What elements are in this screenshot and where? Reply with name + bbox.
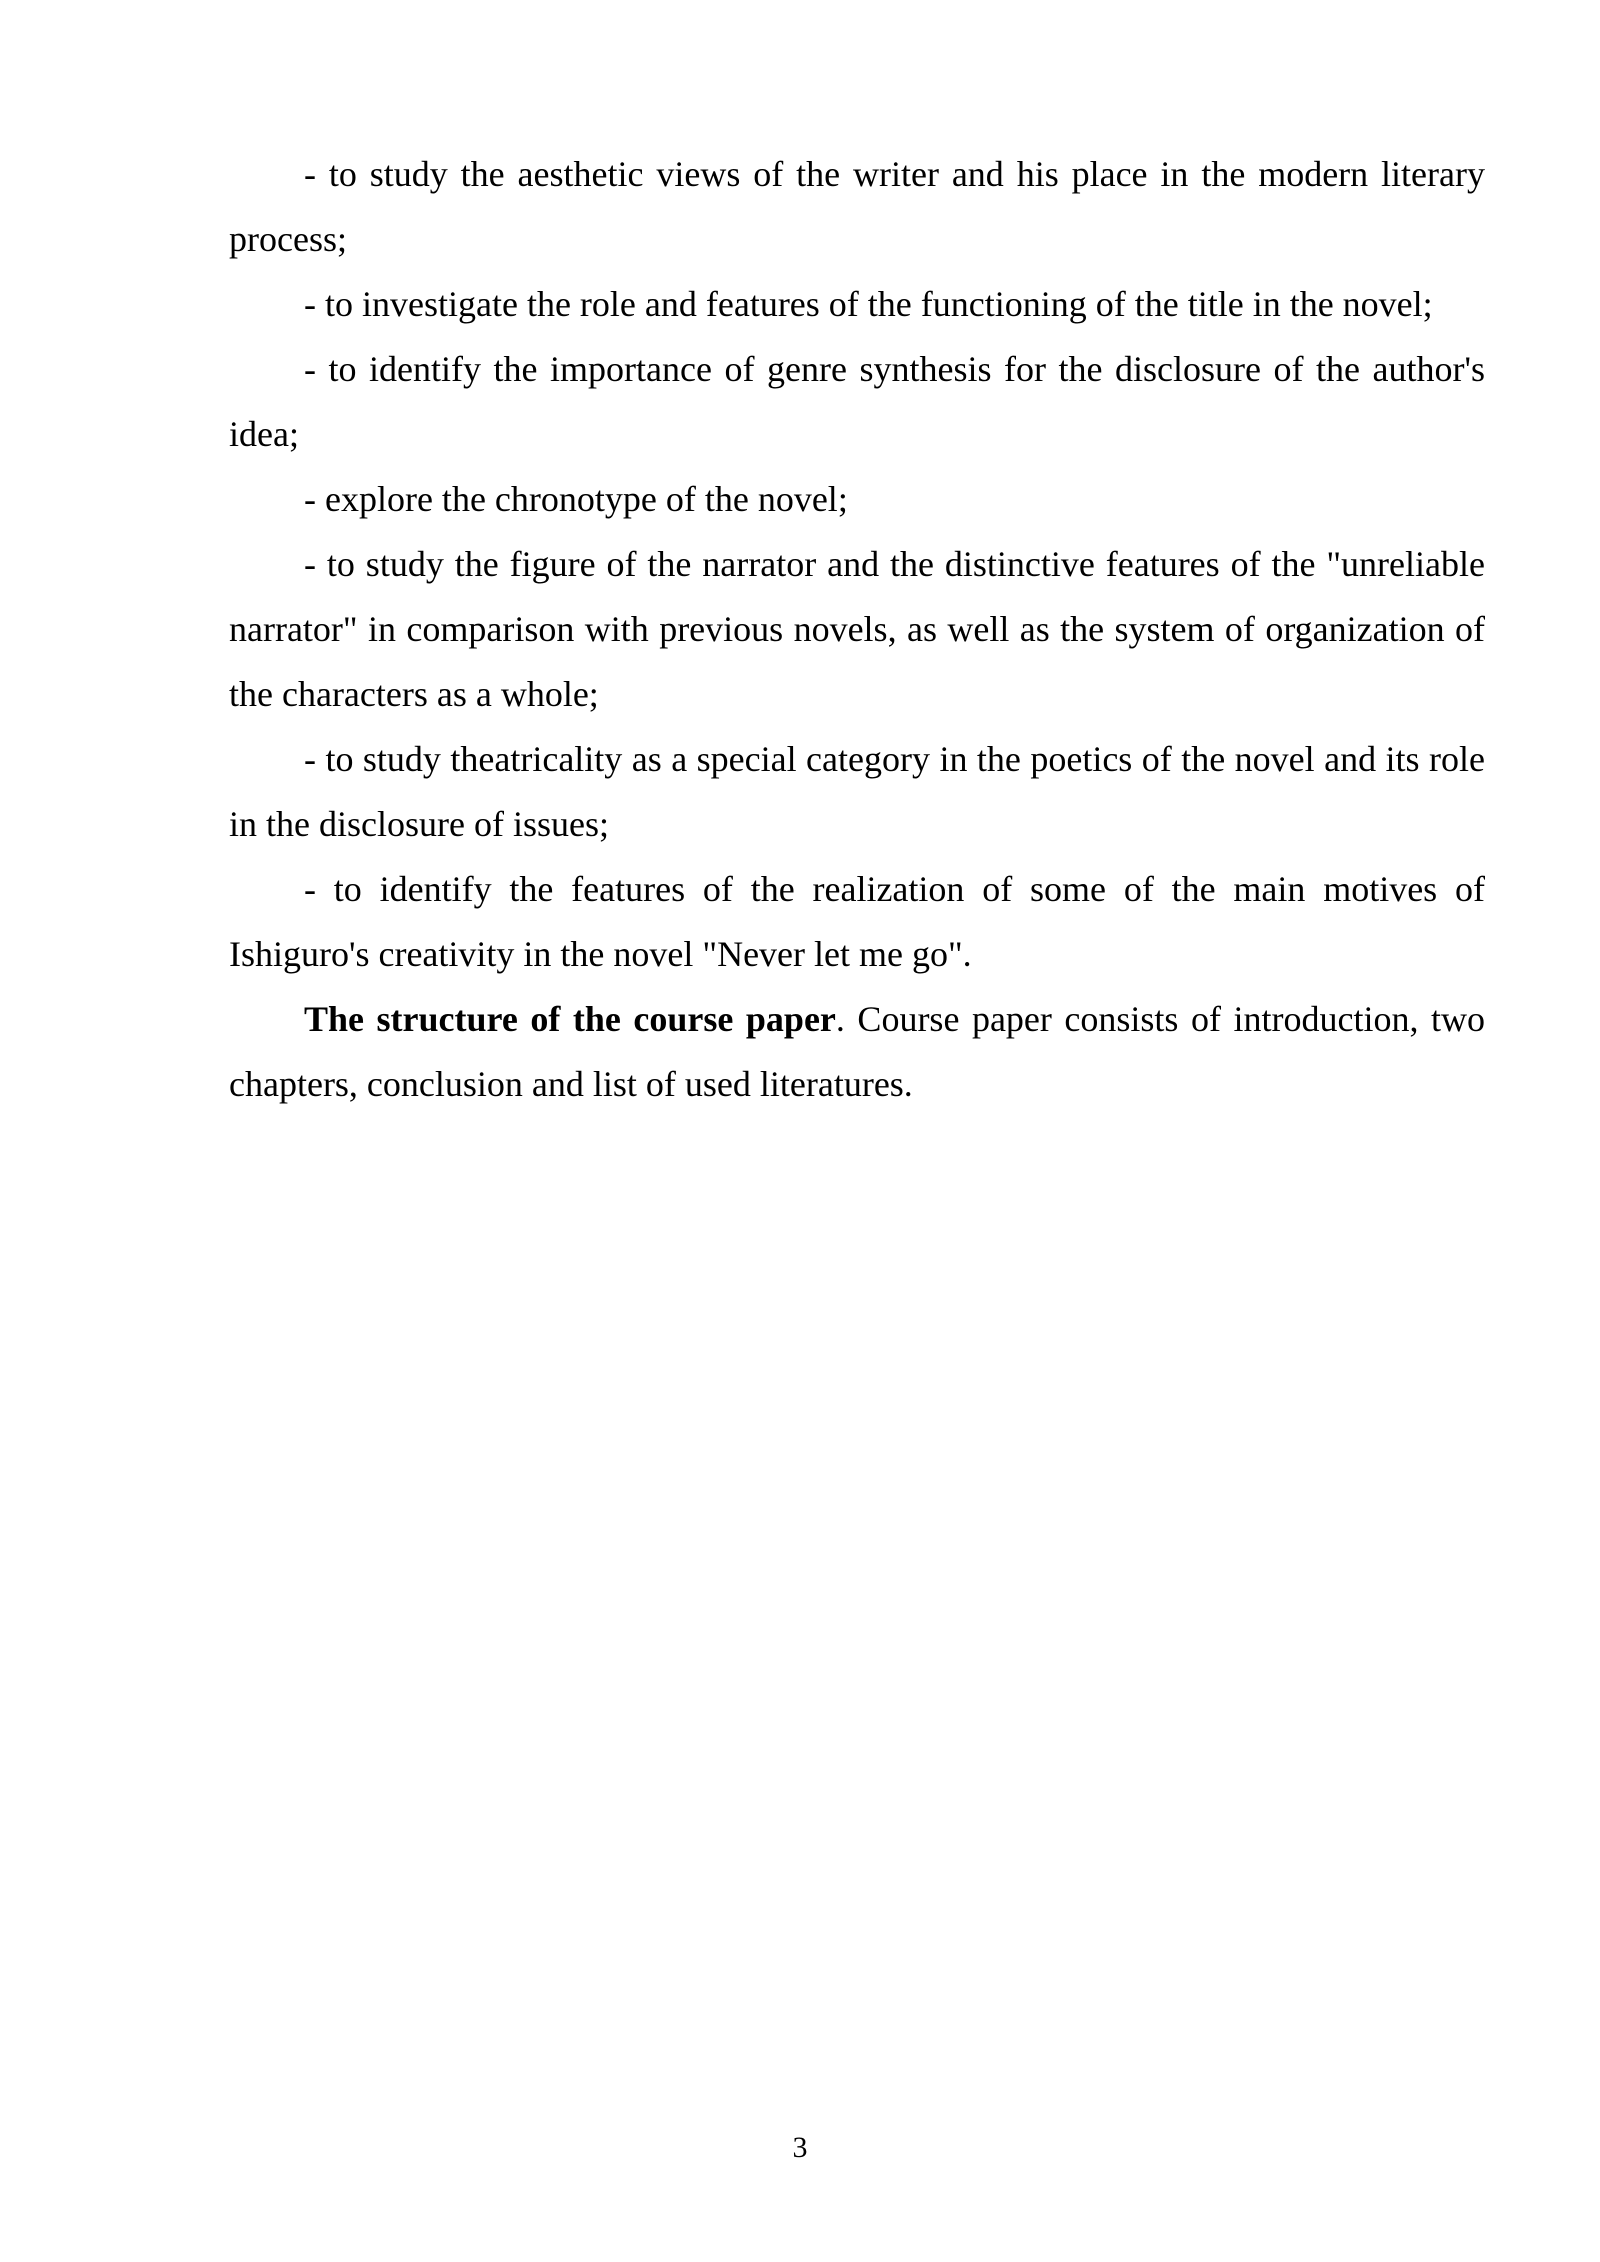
objective-item-genre-synthesis: - to identify the importance of genre synthesis for the disclosure of the author's idea;: [229, 349, 1485, 454]
objective-item-main-motives: - to identify the features of the realization of some of the main motives of Ishiguro's creativity in the novel "Never let me go".: [229, 869, 1485, 974]
objective-item-theatricality: - to study theatricality as a special category in the poetics of the novel and its role in the disclosure of issues;: [229, 739, 1485, 844]
body-text: [229, 142, 1485, 1117]
objective-item-narrator: - to study the figure of the narrator and the distinctive features of the "unreliable narrator" in comparison with previous novels, as well as the system of organization of the characters as a whole;: [229, 544, 1485, 714]
structure-heading: The structure of the course paper: [304, 999, 836, 1039]
structure-text: . Course paper consists of introduction, two chapters, conclusion and list of used literatures.: [229, 999, 1485, 1104]
objective-item-title-role: - to investigate the role and features of the functioning of the title in the novel;: [304, 284, 1433, 324]
structure-paragraph: [229, 987, 1485, 1117]
objective-item-chronotype: - explore the chronotype of the novel;: [304, 479, 848, 519]
objective-item-aesthetic-views: - to study the aesthetic views of the writer and his place in the modern literary process;: [229, 154, 1485, 259]
page-number: 3: [792, 2131, 808, 2164]
